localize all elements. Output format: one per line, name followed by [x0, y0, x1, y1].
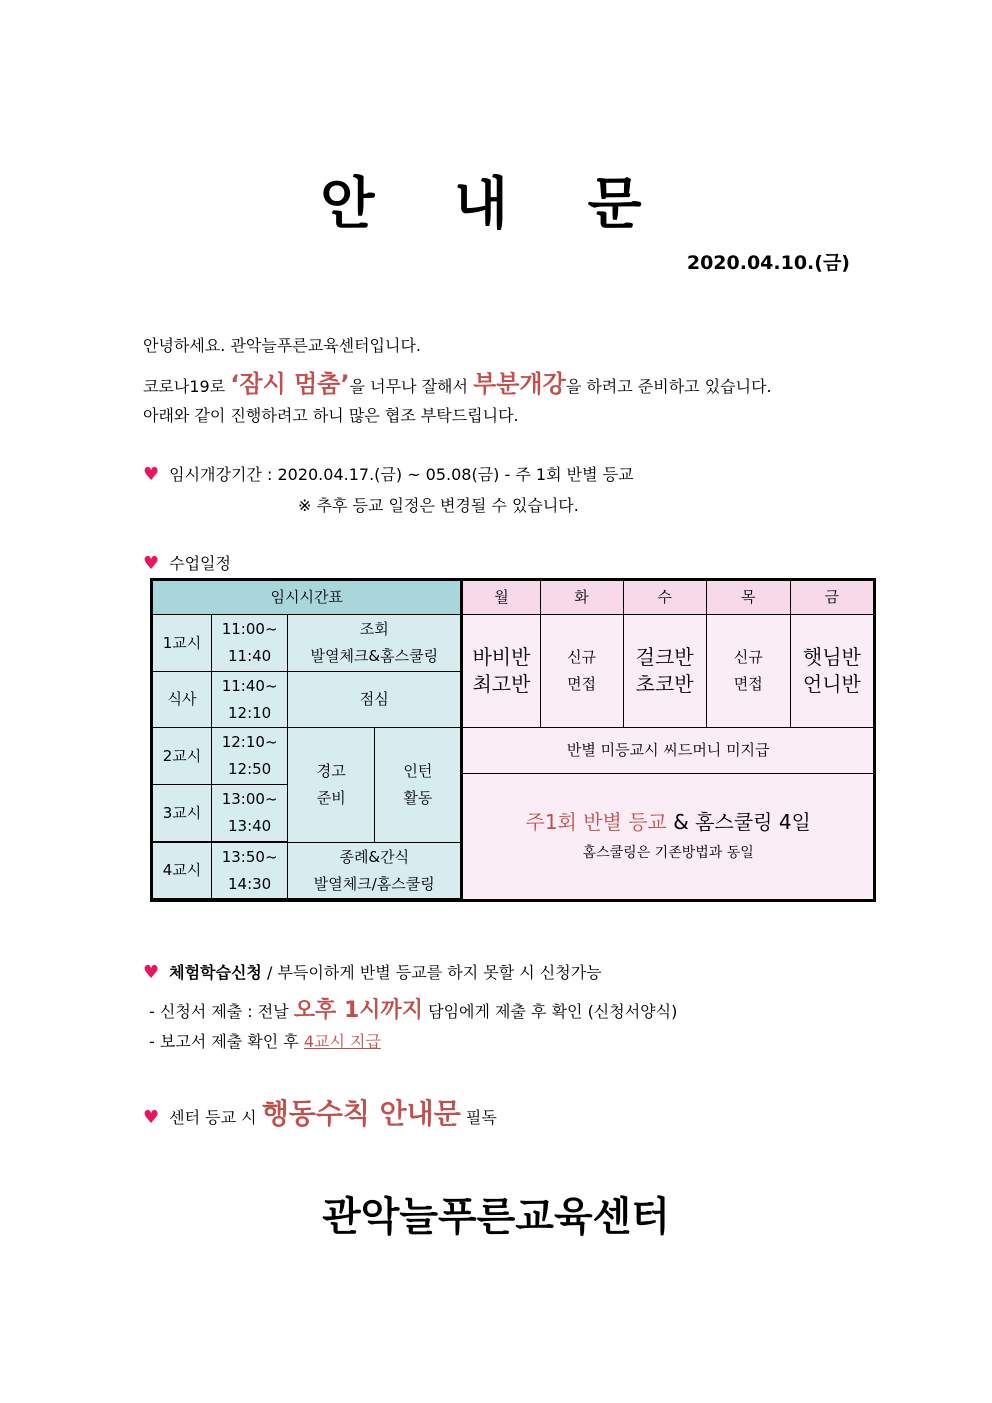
thursday-classes — [706, 615, 790, 728]
period-label: 임시개강기간 — [169, 465, 262, 484]
time-end: 13:40 — [228, 817, 272, 835]
deadline-highlight: 오후 1시까지 — [293, 998, 424, 1023]
period-name: 식사 — [152, 672, 212, 728]
period-time — [212, 843, 288, 899]
class-name: 언니반 — [802, 672, 861, 696]
weekly-attendance-info — [462, 774, 875, 901]
period-activity — [288, 615, 462, 672]
period-note: ※ 추후 등교 일정은 변경될 수 있습니다. — [298, 496, 579, 515]
monday-classes — [462, 615, 540, 728]
pause-highlight: ‘잠시 멈춤’ — [230, 370, 350, 398]
conduct-highlight: 행동수칙 안내문 — [261, 1097, 461, 1130]
activity-text: 경고 — [316, 762, 346, 780]
day-header: 목 — [706, 580, 790, 615]
period-time — [212, 672, 288, 728]
inteon-activity — [375, 728, 462, 843]
time-end: 12:50 — [228, 760, 272, 778]
gyeonggo-activity — [288, 728, 375, 843]
spacer — [152, 899, 462, 901]
experience-line-2 — [149, 1029, 381, 1052]
payment-highlight: 4교시 지급 — [303, 1032, 381, 1051]
time-start: 13:50~ — [221, 847, 278, 866]
period-name: 3교시 — [152, 785, 212, 842]
partial-open-highlight: 부분개강 — [473, 370, 566, 398]
class-name: 바비반 — [472, 645, 531, 669]
time-start: 11:40~ — [221, 676, 278, 695]
intro-text: 을 하려고 준비하고 있습니다. — [565, 377, 772, 396]
activity-text: 발열체크/홈스쿨링 — [313, 874, 435, 893]
class-name: 면접 — [567, 675, 597, 693]
timetable-header: 임시시간표 — [152, 580, 462, 615]
period-time — [212, 728, 288, 785]
day-header: 수 — [623, 580, 706, 615]
wednesday-classes — [623, 615, 706, 728]
heart-icon: ♥ — [143, 1107, 160, 1128]
activity-text: 인턴 — [403, 762, 433, 780]
class-name: 걸크반 — [635, 645, 694, 669]
time-end: 12:10 — [228, 703, 272, 722]
activity-text: 준비 — [316, 789, 346, 807]
class-name: 면접 — [733, 675, 763, 693]
experience-text: - 신청서 제출 : 전날 — [149, 1002, 294, 1021]
footer-org-name: 관악늘푸른교육센터 — [322, 1194, 670, 1240]
schedule-heading-label: 수업일정 — [169, 554, 231, 573]
class-name: 햇님반 — [802, 645, 861, 669]
period-name: 2교시 — [152, 728, 212, 785]
tuesday-classes — [540, 615, 623, 728]
schedule-heading — [143, 551, 231, 574]
page-title: 안 내 문 — [320, 172, 672, 237]
period-line — [143, 462, 634, 485]
time-start: 12:10~ — [221, 733, 278, 751]
conduct-text: 센터 등교 시 — [169, 1108, 262, 1127]
intro-text: 코로나19로 — [143, 377, 231, 396]
conduct-line — [143, 1092, 497, 1132]
experience-line-1 — [149, 993, 677, 1024]
homeschool-note: 홈스쿨링은 기존방법과 동일 — [582, 845, 754, 861]
class-name: 초코반 — [635, 672, 694, 696]
heart-icon: ♥ — [143, 962, 160, 983]
experience-text: - 보고서 제출 확인 후 — [149, 1032, 304, 1051]
experience-text: 담임에게 제출 후 확인 (신청서양식) — [423, 1002, 678, 1021]
seed-money-notice: 반별 미등교시 씨드머니 미지급 — [462, 728, 875, 774]
time-end: 14:30 — [228, 874, 272, 893]
intro-line-3: 아래와 같이 진행하려고 하니 많은 협조 부탁드립니다. — [143, 406, 519, 425]
activity-text: 조회 — [359, 620, 389, 638]
experience-heading — [143, 960, 602, 983]
day-header: 월 — [462, 580, 540, 615]
class-name: 최고반 — [472, 672, 531, 696]
day-header: 금 — [790, 580, 874, 615]
conduct-text: 필독 — [460, 1108, 497, 1127]
intro-line-2 — [143, 364, 772, 399]
time-start: 11:00~ — [221, 620, 278, 638]
attendance-text: & 홈스쿨링 4일 — [666, 810, 811, 834]
activity-text: 활동 — [403, 789, 433, 807]
time-start: 13:00~ — [221, 790, 278, 808]
activity-text: 발열체크&홈스쿨링 — [310, 647, 439, 665]
class-name: 신규 — [733, 648, 763, 666]
friday-classes — [790, 615, 874, 728]
period-name: 4교시 — [152, 843, 212, 899]
period-time — [212, 615, 288, 672]
period-time — [212, 785, 288, 842]
intro-line-1: 안녕하세요. 관악늘푸른교육센터입니다. — [143, 336, 422, 355]
attendance-highlight: 주1회 반별 등교 — [525, 810, 667, 834]
day-header: 화 — [540, 580, 623, 615]
class-name: 신규 — [567, 648, 597, 666]
document-date: 2020.04.10.(금) — [686, 252, 850, 274]
experience-label: 체험학습신청 — [169, 963, 262, 982]
intro-text: 을 너무나 잘해서 — [349, 377, 474, 396]
period-value: : 2020.04.17.(금) ~ 05.08(금) - 주 1회 반별 등교 — [261, 465, 634, 484]
heart-icon: ♥ — [143, 464, 160, 485]
activity-text: 종례&간식 — [339, 847, 410, 866]
time-end: 11:40 — [228, 647, 272, 665]
period-activity: 점심 — [288, 672, 462, 728]
period-activity — [288, 843, 462, 899]
experience-desc: / 부득이하게 반별 등교를 하지 못할 시 신청가능 — [261, 963, 602, 982]
period-name: 1교시 — [152, 615, 212, 672]
heart-icon: ♥ — [143, 553, 160, 574]
schedule-table — [150, 578, 876, 902]
